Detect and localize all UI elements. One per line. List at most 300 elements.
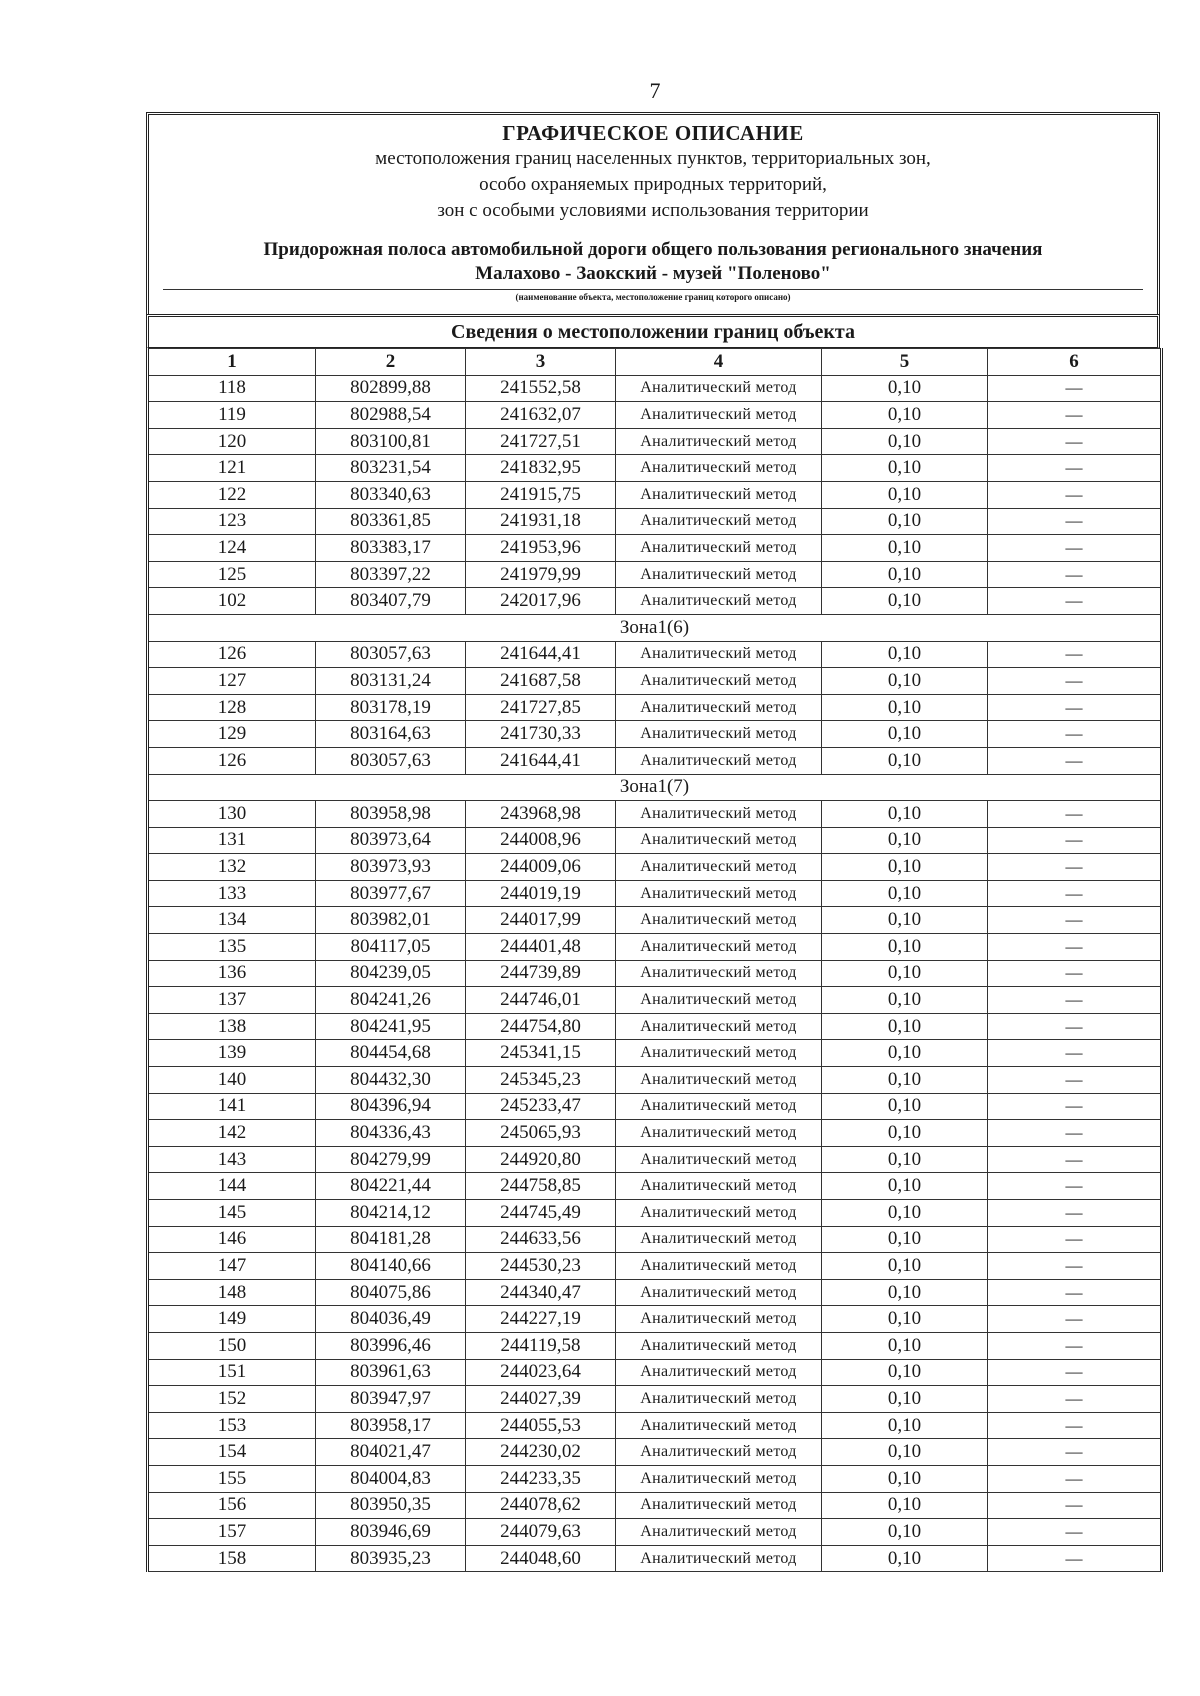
table-row	[148, 1253, 1162, 1280]
y-coordinate-cell: 241730,33	[466, 721, 616, 748]
description-cell: —	[988, 428, 1162, 455]
x-coordinate-cell: 803973,93	[316, 854, 466, 881]
x-coordinate-cell: 803100,81	[316, 428, 466, 455]
description-cell: —	[988, 1545, 1162, 1572]
y-coordinate-cell: 244530,23	[466, 1253, 616, 1280]
table-row	[148, 854, 1162, 881]
method-cell: Аналитический метод	[616, 508, 822, 535]
point-number-cell: 140	[148, 1067, 316, 1094]
table-row	[148, 880, 1162, 907]
point-number-cell: 156	[148, 1492, 316, 1519]
x-coordinate-cell: 804396,94	[316, 1093, 466, 1120]
x-coordinate-cell: 803231,54	[316, 455, 466, 482]
accuracy-cell: 0,10	[822, 402, 988, 429]
description-cell: —	[988, 1040, 1162, 1067]
x-coordinate-cell: 804021,47	[316, 1439, 466, 1466]
table-row	[148, 960, 1162, 987]
point-number-cell: 154	[148, 1439, 316, 1466]
method-cell: Аналитический метод	[616, 1332, 822, 1359]
y-coordinate-cell: 242017,96	[466, 588, 616, 615]
table-row	[148, 428, 1162, 455]
y-coordinate-cell: 244078,62	[466, 1492, 616, 1519]
y-coordinate-cell: 241644,41	[466, 641, 616, 668]
method-cell: Аналитический метод	[616, 1013, 822, 1040]
table-row	[148, 934, 1162, 961]
y-coordinate-cell: 244027,39	[466, 1386, 616, 1413]
description-cell: —	[988, 1332, 1162, 1359]
x-coordinate-cell: 804241,26	[316, 987, 466, 1014]
description-cell: —	[988, 1359, 1162, 1386]
accuracy-cell: 0,10	[822, 694, 988, 721]
x-coordinate-cell: 804181,28	[316, 1226, 466, 1253]
y-coordinate-cell: 241727,51	[466, 428, 616, 455]
accuracy-cell: 0,10	[822, 1200, 988, 1227]
description-cell: —	[988, 375, 1162, 402]
method-cell: Аналитический метод	[616, 375, 822, 402]
description-cell: —	[988, 1173, 1162, 1200]
accuracy-cell: 0,10	[822, 1545, 988, 1572]
x-coordinate-cell: 803935,23	[316, 1545, 466, 1572]
x-coordinate-cell: 804239,05	[316, 960, 466, 987]
table-row	[148, 535, 1162, 562]
method-cell: Аналитический метод	[616, 934, 822, 961]
description-cell: —	[988, 880, 1162, 907]
y-coordinate-cell: 244758,85	[466, 1173, 616, 1200]
description-cell: —	[988, 1253, 1162, 1280]
description-cell: —	[988, 1386, 1162, 1413]
point-number-cell: 151	[148, 1359, 316, 1386]
y-coordinate-cell: 244754,80	[466, 1013, 616, 1040]
y-coordinate-cell: 244739,89	[466, 960, 616, 987]
x-coordinate-cell: 803164,63	[316, 721, 466, 748]
table-row	[148, 1067, 1162, 1094]
y-coordinate-cell: 244920,80	[466, 1146, 616, 1173]
y-coordinate-cell: 244017,99	[466, 907, 616, 934]
point-number-cell: 133	[148, 880, 316, 907]
y-coordinate-cell: 245341,15	[466, 1040, 616, 1067]
table-row	[148, 375, 1162, 402]
y-coordinate-cell: 244233,35	[466, 1465, 616, 1492]
table-row	[148, 721, 1162, 748]
accuracy-cell: 0,10	[822, 827, 988, 854]
point-number-cell: 130	[148, 801, 316, 828]
page-number: 7	[649, 78, 661, 103]
method-cell: Аналитический метод	[616, 535, 822, 562]
accuracy-cell: 0,10	[822, 1492, 988, 1519]
table-row	[148, 1146, 1162, 1173]
object-name-line: Малахово - Заокский - музей "Поленово"	[475, 263, 831, 284]
point-number-cell: 102	[148, 588, 316, 615]
description-cell: —	[988, 854, 1162, 881]
point-number-cell: 145	[148, 1200, 316, 1227]
column-header: 5	[822, 349, 988, 376]
description-cell: —	[988, 1093, 1162, 1120]
point-number-cell: 134	[148, 907, 316, 934]
point-number-cell: 128	[148, 694, 316, 721]
table-row	[148, 1332, 1162, 1359]
x-coordinate-cell: 803996,46	[316, 1332, 466, 1359]
y-coordinate-cell: 241552,58	[466, 375, 616, 402]
accuracy-cell: 0,10	[822, 801, 988, 828]
table-row	[148, 1093, 1162, 1120]
method-cell: Аналитический метод	[616, 1093, 822, 1120]
accuracy-cell: 0,10	[822, 668, 988, 695]
method-cell: Аналитический метод	[616, 1439, 822, 1466]
method-cell: Аналитический метод	[616, 588, 822, 615]
coordinates-table	[146, 348, 1163, 1572]
table-row	[148, 1359, 1162, 1386]
object-name	[167, 238, 1139, 286]
y-coordinate-cell: 244746,01	[466, 987, 616, 1014]
point-number-cell: 157	[148, 1519, 316, 1546]
description-cell: —	[988, 1120, 1162, 1147]
subtitle-line: зон с особыми условиями использования территории	[437, 200, 869, 221]
accuracy-cell: 0,10	[822, 1120, 988, 1147]
accuracy-cell: 0,10	[822, 535, 988, 562]
point-number-cell: 149	[148, 1306, 316, 1333]
point-number-cell: 118	[148, 375, 316, 402]
description-cell: —	[988, 801, 1162, 828]
description-cell: —	[988, 1067, 1162, 1094]
method-cell: Аналитический метод	[616, 1146, 822, 1173]
y-coordinate-cell: 244023,64	[466, 1359, 616, 1386]
table-header-row	[148, 349, 1162, 376]
x-coordinate-cell: 804140,66	[316, 1253, 466, 1280]
point-number-cell: 122	[148, 481, 316, 508]
x-coordinate-cell: 803958,17	[316, 1412, 466, 1439]
point-number-cell: 126	[148, 641, 316, 668]
y-coordinate-cell: 243968,98	[466, 801, 616, 828]
y-coordinate-cell: 244119,58	[466, 1332, 616, 1359]
table-row	[148, 455, 1162, 482]
accuracy-cell: 0,10	[822, 1067, 988, 1094]
method-cell: Аналитический метод	[616, 1279, 822, 1306]
method-cell: Аналитический метод	[616, 561, 822, 588]
point-number-cell: 132	[148, 854, 316, 881]
description-cell: —	[988, 508, 1162, 535]
point-number-cell: 119	[148, 402, 316, 429]
x-coordinate-cell: 803340,63	[316, 481, 466, 508]
accuracy-cell: 0,10	[822, 1519, 988, 1546]
y-coordinate-cell: 244227,19	[466, 1306, 616, 1333]
y-coordinate-cell: 244009,06	[466, 854, 616, 881]
description-cell: —	[988, 561, 1162, 588]
point-number-cell: 146	[148, 1226, 316, 1253]
table-row	[148, 747, 1162, 774]
method-cell: Аналитический метод	[616, 1519, 822, 1546]
point-number-cell: 153	[148, 1412, 316, 1439]
table-row	[148, 1412, 1162, 1439]
table-row	[148, 1519, 1162, 1546]
point-number-cell: 127	[148, 668, 316, 695]
table-row	[148, 508, 1162, 535]
x-coordinate-cell: 803407,79	[316, 588, 466, 615]
y-coordinate-cell: 244745,49	[466, 1200, 616, 1227]
object-caption: (наименование объекта, местоположение границ которого описано)	[515, 292, 791, 302]
x-coordinate-cell: 803947,97	[316, 1386, 466, 1413]
table-row	[148, 588, 1162, 615]
column-header: 2	[316, 349, 466, 376]
x-coordinate-cell: 803057,63	[316, 747, 466, 774]
accuracy-cell: 0,10	[822, 1013, 988, 1040]
table-row	[148, 827, 1162, 854]
description-cell: —	[988, 455, 1162, 482]
point-number-cell: 120	[148, 428, 316, 455]
zone-label: Зона1(6)	[148, 614, 1162, 641]
accuracy-cell: 0,10	[822, 1306, 988, 1333]
x-coordinate-cell: 804432,30	[316, 1067, 466, 1094]
column-header: 4	[616, 349, 822, 376]
point-number-cell: 138	[148, 1013, 316, 1040]
accuracy-cell: 0,10	[822, 641, 988, 668]
table-row	[148, 801, 1162, 828]
description-cell: —	[988, 402, 1162, 429]
accuracy-cell: 0,10	[822, 1146, 988, 1173]
point-number-cell: 155	[148, 1465, 316, 1492]
accuracy-cell: 0,10	[822, 907, 988, 934]
description-cell: —	[988, 1146, 1162, 1173]
method-cell: Аналитический метод	[616, 1253, 822, 1280]
description-cell: —	[988, 1306, 1162, 1333]
x-coordinate-cell: 803946,69	[316, 1519, 466, 1546]
accuracy-cell: 0,10	[822, 1412, 988, 1439]
point-number-cell: 126	[148, 747, 316, 774]
method-cell: Аналитический метод	[616, 987, 822, 1014]
method-cell: Аналитический метод	[616, 481, 822, 508]
point-number-cell: 131	[148, 827, 316, 854]
description-cell: —	[988, 721, 1162, 748]
method-cell: Аналитический метод	[616, 1386, 822, 1413]
description-cell: —	[988, 694, 1162, 721]
table-row	[148, 694, 1162, 721]
y-coordinate-cell: 241979,99	[466, 561, 616, 588]
y-coordinate-cell: 244633,56	[466, 1226, 616, 1253]
column-header: 1	[148, 349, 316, 376]
point-number-cell: 139	[148, 1040, 316, 1067]
document-header	[146, 112, 1160, 314]
accuracy-cell: 0,10	[822, 934, 988, 961]
y-coordinate-cell: 244048,60	[466, 1545, 616, 1572]
method-cell: Аналитический метод	[616, 907, 822, 934]
accuracy-cell: 0,10	[822, 375, 988, 402]
table-row	[148, 561, 1162, 588]
accuracy-cell: 0,10	[822, 1226, 988, 1253]
table-row	[148, 1545, 1162, 1572]
table-row	[148, 1306, 1162, 1333]
accuracy-cell: 0,10	[822, 987, 988, 1014]
x-coordinate-cell: 803982,01	[316, 907, 466, 934]
y-coordinate-cell: 241915,75	[466, 481, 616, 508]
x-coordinate-cell: 803397,22	[316, 561, 466, 588]
method-cell: Аналитический метод	[616, 1120, 822, 1147]
point-number-cell: 129	[148, 721, 316, 748]
description-cell: —	[988, 1439, 1162, 1466]
method-cell: Аналитический метод	[616, 1359, 822, 1386]
method-cell: Аналитический метод	[616, 721, 822, 748]
description-cell: —	[988, 827, 1162, 854]
description-cell: —	[988, 588, 1162, 615]
table-row	[148, 1120, 1162, 1147]
accuracy-cell: 0,10	[822, 455, 988, 482]
accuracy-cell: 0,10	[822, 481, 988, 508]
object-name-underline	[163, 289, 1143, 290]
zone-header-row	[148, 614, 1162, 641]
description-cell: —	[988, 907, 1162, 934]
method-cell: Аналитический метод	[616, 801, 822, 828]
method-cell: Аналитический метод	[616, 1492, 822, 1519]
y-coordinate-cell: 244079,63	[466, 1519, 616, 1546]
description-cell: —	[988, 1492, 1162, 1519]
subtitle-line: местоположения границ населенных пунктов, территориальных зон,	[375, 148, 931, 169]
table-row	[148, 1173, 1162, 1200]
table-body	[148, 375, 1162, 1572]
x-coordinate-cell: 803178,19	[316, 694, 466, 721]
x-coordinate-cell: 802988,54	[316, 402, 466, 429]
point-number-cell: 125	[148, 561, 316, 588]
x-coordinate-cell: 803383,17	[316, 535, 466, 562]
y-coordinate-cell: 241687,58	[466, 668, 616, 695]
accuracy-cell: 0,10	[822, 1439, 988, 1466]
description-cell: —	[988, 1412, 1162, 1439]
y-coordinate-cell: 241832,95	[466, 455, 616, 482]
description-cell: —	[988, 481, 1162, 508]
table-row	[148, 1492, 1162, 1519]
document-title: ГРАФИЧЕСКОЕ ОПИСАНИЕ	[502, 121, 804, 145]
description-cell: —	[988, 747, 1162, 774]
x-coordinate-cell: 804214,12	[316, 1200, 466, 1227]
method-cell: Аналитический метод	[616, 1465, 822, 1492]
point-number-cell: 147	[148, 1253, 316, 1280]
x-coordinate-cell: 804279,99	[316, 1146, 466, 1173]
accuracy-cell: 0,10	[822, 588, 988, 615]
accuracy-cell: 0,10	[822, 561, 988, 588]
point-number-cell: 152	[148, 1386, 316, 1413]
method-cell: Аналитический метод	[616, 1200, 822, 1227]
y-coordinate-cell: 241727,85	[466, 694, 616, 721]
y-coordinate-cell: 244055,53	[466, 1412, 616, 1439]
accuracy-cell: 0,10	[822, 1040, 988, 1067]
x-coordinate-cell: 804336,43	[316, 1120, 466, 1147]
y-coordinate-cell: 244230,02	[466, 1439, 616, 1466]
y-coordinate-cell: 244340,47	[466, 1279, 616, 1306]
accuracy-cell: 0,10	[822, 1253, 988, 1280]
zone-header-row	[148, 774, 1162, 801]
x-coordinate-cell: 804241,95	[316, 1013, 466, 1040]
zone-label: Зона1(7)	[148, 774, 1162, 801]
method-cell: Аналитический метод	[616, 402, 822, 429]
method-cell: Аналитический метод	[616, 1545, 822, 1572]
x-coordinate-cell: 804117,05	[316, 934, 466, 961]
table-row	[148, 668, 1162, 695]
x-coordinate-cell: 803977,67	[316, 880, 466, 907]
x-coordinate-cell: 803973,64	[316, 827, 466, 854]
point-number-cell: 158	[148, 1545, 316, 1572]
point-number-cell: 137	[148, 987, 316, 1014]
method-cell: Аналитический метод	[616, 747, 822, 774]
method-cell: Аналитический метод	[616, 694, 822, 721]
method-cell: Аналитический метод	[616, 1306, 822, 1333]
accuracy-cell: 0,10	[822, 1386, 988, 1413]
table-row	[148, 641, 1162, 668]
y-coordinate-cell: 245065,93	[466, 1120, 616, 1147]
point-number-cell: 123	[148, 508, 316, 535]
x-coordinate-cell: 803361,85	[316, 508, 466, 535]
point-number-cell: 142	[148, 1120, 316, 1147]
y-coordinate-cell: 241931,18	[466, 508, 616, 535]
point-number-cell: 135	[148, 934, 316, 961]
table-row	[148, 1386, 1162, 1413]
accuracy-cell: 0,10	[822, 508, 988, 535]
x-coordinate-cell: 803950,35	[316, 1492, 466, 1519]
method-cell: Аналитический метод	[616, 668, 822, 695]
method-cell: Аналитический метод	[616, 880, 822, 907]
method-cell: Аналитический метод	[616, 428, 822, 455]
accuracy-cell: 0,10	[822, 1332, 988, 1359]
point-number-cell: 148	[148, 1279, 316, 1306]
x-coordinate-cell: 804454,68	[316, 1040, 466, 1067]
table-row	[148, 1465, 1162, 1492]
table-row	[148, 1040, 1162, 1067]
method-cell: Аналитический метод	[616, 1412, 822, 1439]
point-number-cell: 124	[148, 535, 316, 562]
table-row	[148, 481, 1162, 508]
accuracy-cell: 0,10	[822, 1465, 988, 1492]
document-frame	[146, 112, 1160, 1572]
table-row	[148, 1013, 1162, 1040]
method-cell: Аналитический метод	[616, 854, 822, 881]
x-coordinate-cell: 804221,44	[316, 1173, 466, 1200]
method-cell: Аналитический метод	[616, 455, 822, 482]
table-row	[148, 907, 1162, 934]
x-coordinate-cell: 803131,24	[316, 668, 466, 695]
x-coordinate-cell: 803958,98	[316, 801, 466, 828]
accuracy-cell: 0,10	[822, 1279, 988, 1306]
method-cell: Аналитический метод	[616, 1067, 822, 1094]
description-cell: —	[988, 641, 1162, 668]
y-coordinate-cell: 244401,48	[466, 934, 616, 961]
accuracy-cell: 0,10	[822, 1093, 988, 1120]
y-coordinate-cell: 244008,96	[466, 827, 616, 854]
point-number-cell: 144	[148, 1173, 316, 1200]
column-header: 6	[988, 349, 1162, 376]
description-cell: —	[988, 987, 1162, 1014]
description-cell: —	[988, 1279, 1162, 1306]
column-header: 3	[466, 349, 616, 376]
accuracy-cell: 0,10	[822, 880, 988, 907]
y-coordinate-cell: 241632,07	[466, 402, 616, 429]
method-cell: Аналитический метод	[616, 827, 822, 854]
table-row	[148, 1279, 1162, 1306]
y-coordinate-cell: 241953,96	[466, 535, 616, 562]
description-cell: —	[988, 934, 1162, 961]
x-coordinate-cell: 803057,63	[316, 641, 466, 668]
x-coordinate-cell: 804036,49	[316, 1306, 466, 1333]
x-coordinate-cell: 802899,88	[316, 375, 466, 402]
y-coordinate-cell: 245345,23	[466, 1067, 616, 1094]
point-number-cell: 121	[148, 455, 316, 482]
method-cell: Аналитический метод	[616, 1226, 822, 1253]
accuracy-cell: 0,10	[822, 747, 988, 774]
description-cell: —	[988, 1226, 1162, 1253]
y-coordinate-cell: 244019,19	[466, 880, 616, 907]
table-row	[148, 987, 1162, 1014]
x-coordinate-cell: 804075,86	[316, 1279, 466, 1306]
description-cell: —	[988, 960, 1162, 987]
description-cell: —	[988, 1519, 1162, 1546]
description-cell: —	[988, 1013, 1162, 1040]
description-cell: —	[988, 1200, 1162, 1227]
method-cell: Аналитический метод	[616, 1173, 822, 1200]
